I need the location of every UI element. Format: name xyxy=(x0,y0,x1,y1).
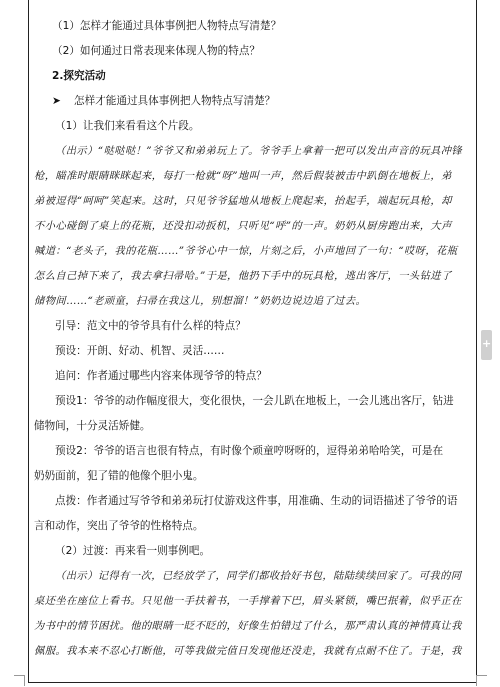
crop-mark xyxy=(14,675,25,686)
plus-icon: + xyxy=(482,337,492,350)
example-line: 为书中的情节困扰。他的眼睛一眨不眨的，好像生怕错过了什么，那严肃认真的神情真让我 xyxy=(34,620,462,632)
bullet-question-text: 怎样才能通过具体事例把人物特点写清楚？ xyxy=(74,95,276,107)
excerpt-line: 不小心碰倒了桌上的花瓶，还没扣动扳机，只听见“呼”的一声。奶奶从厨房跑出来，大声 xyxy=(34,220,452,232)
guidance-cont: 言和动作，突出了爷爷的性格特点。 xyxy=(34,520,204,532)
section-heading: 2.探究活动 xyxy=(52,70,106,82)
excerpt-line: 枪，瞄准时眼睛眯眯起来，每打一枪就“呀”地叫一声，然后假装被击中趴倒在地板上，弟 xyxy=(34,170,452,182)
excerpt-line: 储物间……“老顽童，扫帚在我这儿，别想溜！”奶奶边说边追了过去。 xyxy=(34,295,367,307)
step-1: （1）让我们来看看这个片段。 xyxy=(55,120,200,132)
follow-up-question: 追问：作者通过哪些内容来体现爷爷的特点？ xyxy=(55,370,267,382)
excerpt-line: 怎么自己掉下来了，我去拿扫帚哈。”于是，他扔下手中的玩具枪，逃出客厅，一头钻进了 xyxy=(34,270,452,282)
arrow-bullet-icon: ➤ xyxy=(52,95,61,107)
step-2: （2）过渡：再来看一则事例吧。 xyxy=(55,545,211,557)
document-body xyxy=(34,14,472,664)
preset-answer: 预设：开朗、好动、机智、灵活…… xyxy=(55,345,225,357)
preset-1: 预设1：爷爷的动作幅度很大，变化很快，一会儿趴在地板上，一会儿逃出客厅，钻进 xyxy=(55,395,454,407)
side-expand-button[interactable] xyxy=(481,330,492,360)
example-line: 桌还坐在座位上看书。只见他一手扶着书，一手撑着下巴，眉头紧锁，嘴巴抿着，似乎正在 xyxy=(34,595,462,607)
preset-1-cont: 储物间，十分灵活矫健。 xyxy=(34,420,151,432)
preset-2-cont: 奶奶面前，犯了错的他像个胆小鬼。 xyxy=(34,470,204,482)
bullet-question xyxy=(34,89,472,114)
crop-mark xyxy=(476,675,487,686)
example-line: 佩服。我本来不忍心打断他，可等我做完值日发现他还没走，我就有点耐不住了。于是，我 xyxy=(34,645,462,657)
preset-2: 预设2：爷爷的语言也很有特点，有时像个顽童哼呀呀的，逗得弟弟哈哈笑，可是在 xyxy=(55,445,444,457)
question-1: （1）怎样才能通过具体事例把人物特点写清楚？ xyxy=(52,20,282,32)
guidance: 点拨：作者通过写爷爷和弟弟玩打仗游戏这件事，用准确、生动的词语描述了爷爷的语 xyxy=(55,495,458,507)
excerpt-line: 喊道：“老头子，我的花瓶……”爷爷心中一惊，片刻之后，小声地回了一句：“哎呀，花瓶 xyxy=(34,245,458,257)
excerpt-line: （出示）“哒哒哒！”爷爷又和弟弟玩上了。爷爷手上拿着一把可以发出声音的玩具冲锋 xyxy=(55,145,463,157)
excerpt-line: 弟被逗得“呵呵”笑起来。这时，只见爷爷猛地从地板上爬起来，抬起手，端起玩具枪，却 xyxy=(34,195,452,207)
example-line: （出示）记得有一次，已经放学了，同学们都收拾好书包，陆陆续续回家了。可我的同 xyxy=(55,570,462,582)
question-2: （2）如何通过日常表现来体现人物的特点？ xyxy=(52,45,261,57)
guide-question: 引导：范文中的爷爷具有什么样的特点？ xyxy=(55,320,246,332)
